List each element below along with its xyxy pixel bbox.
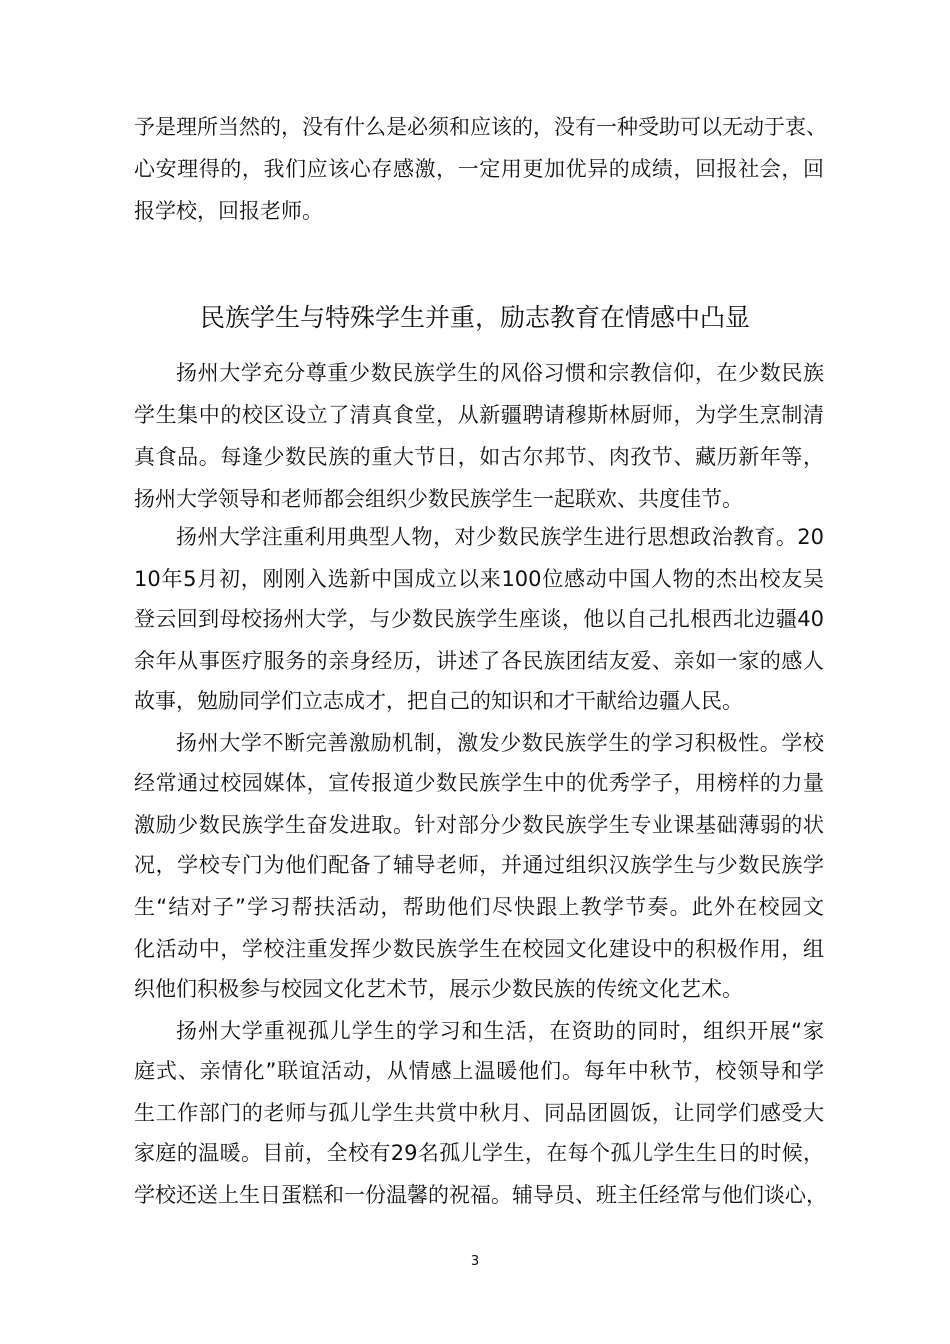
body-text-line: 学生集中的校区设立了清真食堂，从新疆聘请穆斯林厨师，为学生烹制清 (134, 403, 824, 427)
body-text-line: 登云回到母校扬州大学，与少数民族学生座谈，他以自己扎根西北边疆40 (134, 607, 824, 631)
body-text-line: 况，学校专门为他们配备了辅导老师，并通过组织汉族学生与少数民族学 (134, 853, 824, 877)
body-text-line: 心安理得的，我们应该心存感激，一定用更加优异的成绩，回报社会，回 (134, 157, 824, 181)
body-text-line: 故事，勉励同学们立志成才，把自己的知识和才干献给边疆人民。 (134, 689, 743, 713)
body-text-line: 扬州大学注重利用典型人物，对少数民族学生进行思想政治教育。20 (176, 525, 824, 549)
body-text-line: 余年从事医疗服务的亲身经历，讲述了各民族团结友爱、亲如一家的感人 (134, 649, 824, 673)
body-text-line: 经常通过校园媒体，宣传报道少数民族学生中的优秀学子，用榜样的力量 (134, 771, 824, 795)
body-text-line: 扬州大学不断完善激励机制，激发少数民族学生的学习积极性。学校 (176, 731, 824, 755)
body-text-line: 报学校，回报老师。 (134, 199, 323, 223)
body-text-line: 激励少数民族学生奋发进取。针对部分少数民族学生专业课基础薄弱的状 (134, 813, 824, 837)
body-text-line: 扬州大学重视孤儿学生的学习和生活，在资助的同时，组织开展“家 (176, 1019, 824, 1043)
body-text-line: 生工作部门的老师与孤儿学生共赏中秋月、同品团圆饭，让同学们感受大 (134, 1101, 824, 1125)
page-number: 3 (470, 1254, 480, 1269)
body-text-line: 化活动中，学校注重发挥少数民族学生在校园文化建设中的积极作用，组 (134, 937, 824, 961)
body-text-line: 生“结对子”学习帮扶活动，帮助他们尽快跟上教学节奏。此外在校园文 (134, 895, 824, 919)
body-text-line: 扬州大学充分尊重少数民族学生的风俗习惯和宗教信仰，在少数民族 (176, 361, 824, 385)
body-text-line: 家庭的温暖。目前，全校有29名孤儿学生，在每个孤儿学生生日的时候， (134, 1141, 824, 1165)
body-text-line: 扬州大学领导和老师都会组织少数民族学生一起联欢、共度佳节。 (134, 487, 743, 511)
body-text-line: 庭式、亲情化”联谊活动，从情感上温暖他们。每年中秋节，校领导和学 (134, 1059, 824, 1083)
body-text-line: 真食品。每逢少数民族的重大节日，如古尔邦节、肉孜节、藏历新年等， (134, 445, 824, 469)
body-text-line: 10年5月初，刚刚入选新中国成立以来100位感动中国人物的杰出校友吴 (134, 567, 824, 591)
body-text-line: 学校还送上生日蛋糕和一份温馨的祝福。辅导员、班主任经常与他们谈心， (134, 1183, 827, 1207)
body-text-line: 织他们积极参与校园文化艺术节，展示少数民族的传统文化艺术。 (134, 977, 743, 1001)
section-heading: 民族学生与特殊学生并重，励志教育在情感中凸显 (199, 303, 750, 332)
body-text-line: 予是理所当然的，没有什么是必须和应该的，没有一种受助可以无动于衷、 (134, 115, 827, 139)
